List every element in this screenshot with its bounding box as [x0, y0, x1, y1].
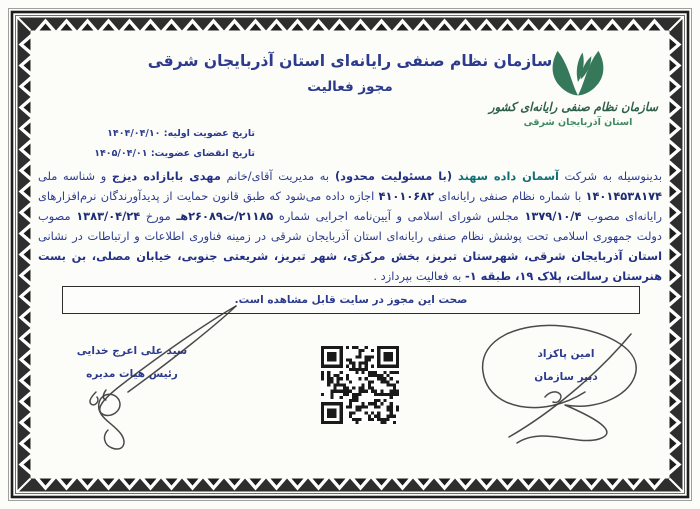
verification-text: صحت این مجوز در سایت قابل مشاهده است. [234, 294, 468, 306]
body-text-segment: با شماره نظام صنفی رایانه‌ای [434, 189, 586, 203]
document-title: مجوز فعالیت [307, 79, 393, 95]
body-text-segment: و شناسه ملی [38, 169, 112, 183]
body-text-segment: مجلس شورای اسلامی و آیین‌نامه اجرایی شماره [273, 209, 525, 223]
signature-block-chairman [62, 340, 202, 386]
body-text-segment: مهدی بابازاده دیزج [111, 169, 221, 183]
body-text-segment: آسمان داده سهند [458, 169, 559, 183]
initial-date-row [55, 124, 255, 144]
chairman-title: رئیس هیات مدیره [86, 368, 178, 380]
qr-code [321, 346, 399, 424]
expiry-date-label: تاریخ انقضای عضویت: [150, 148, 255, 159]
body-text-segment: ۴۱۰۱۰۶۸۲ [378, 189, 435, 203]
body-text [38, 166, 662, 286]
body-text-segment: مورخ [140, 209, 177, 223]
body-text-segment: اجازه داده می‌شود که طبق قانون حمایت از پدیدآورندگان نرم‌افزارهای رایانه‌ای مصوب [38, 189, 662, 223]
body-text-segment: بدینوسیله به شرکت [558, 169, 662, 183]
initial-date-label: تاریخ عضویت اولیه: [163, 128, 255, 139]
body-text-segment: ۱۴۰۱۴۵۳۸۱۷۴ [585, 189, 663, 203]
expiry-date-row [55, 144, 255, 164]
body-text-segment: ۱۳۸۳/۰۴/۲۴ [76, 209, 141, 223]
org-province-label: استان آذربایجان شرقی [523, 117, 633, 128]
expiry-date-value: ۱۴۰۵/۰۴/۰۱ [94, 148, 148, 159]
secretary-title: دبیر سازمان [534, 371, 598, 383]
chairman-name: سید علی اعرج خدایی [76, 345, 188, 357]
org-logo-block [489, 50, 658, 128]
body-text-segment: (با مسئولیت محدود) [329, 169, 458, 183]
body-text-segment: به مدیریت آقای/خانم [220, 169, 329, 183]
body-text-segment: ۲۱۱۸۵/ت۲۶۰۸۹هـ [176, 209, 274, 223]
signature-block-secretary [505, 343, 627, 389]
tulip-logo-icon [549, 50, 607, 98]
body-text-segment: ۱۳۷۹/۱۰/۴ [524, 209, 582, 223]
membership-dates [55, 124, 255, 164]
secretary-name: امین پاکزاد [537, 348, 595, 360]
org-title: سازمان نظام صنفی رایانه‌ای استان آذربایجان شرقی [147, 52, 553, 70]
verification-box [62, 286, 640, 314]
body-text-segment: مصوب دولت جمهوری اسلامی تحت پوشش نظام صنفی رایانه‌ای استان آذربایجان شرقی در زمینه فناوری اطلاعات و ارتباطات در نشانی [38, 209, 662, 243]
qr-code-icon [321, 346, 399, 424]
body-text-segment: به فعالیت بپردازد . [373, 269, 465, 283]
body-text-segment: استان آذربایجان شرقی، شهرستان تبریز، بخش مرکزی، شهر تبریز، شریعتی جنوبی، خیابان مصلی، بن بست هنرستان رسالت، پلاک ۱۹، طبقه ۱- [38, 249, 662, 283]
initial-date-value: ۱۴۰۴/۰۴/۱۰ [107, 128, 161, 139]
org-calligraphy: سازمان نظام صنفی رایانه‌ای کشور [489, 99, 658, 115]
